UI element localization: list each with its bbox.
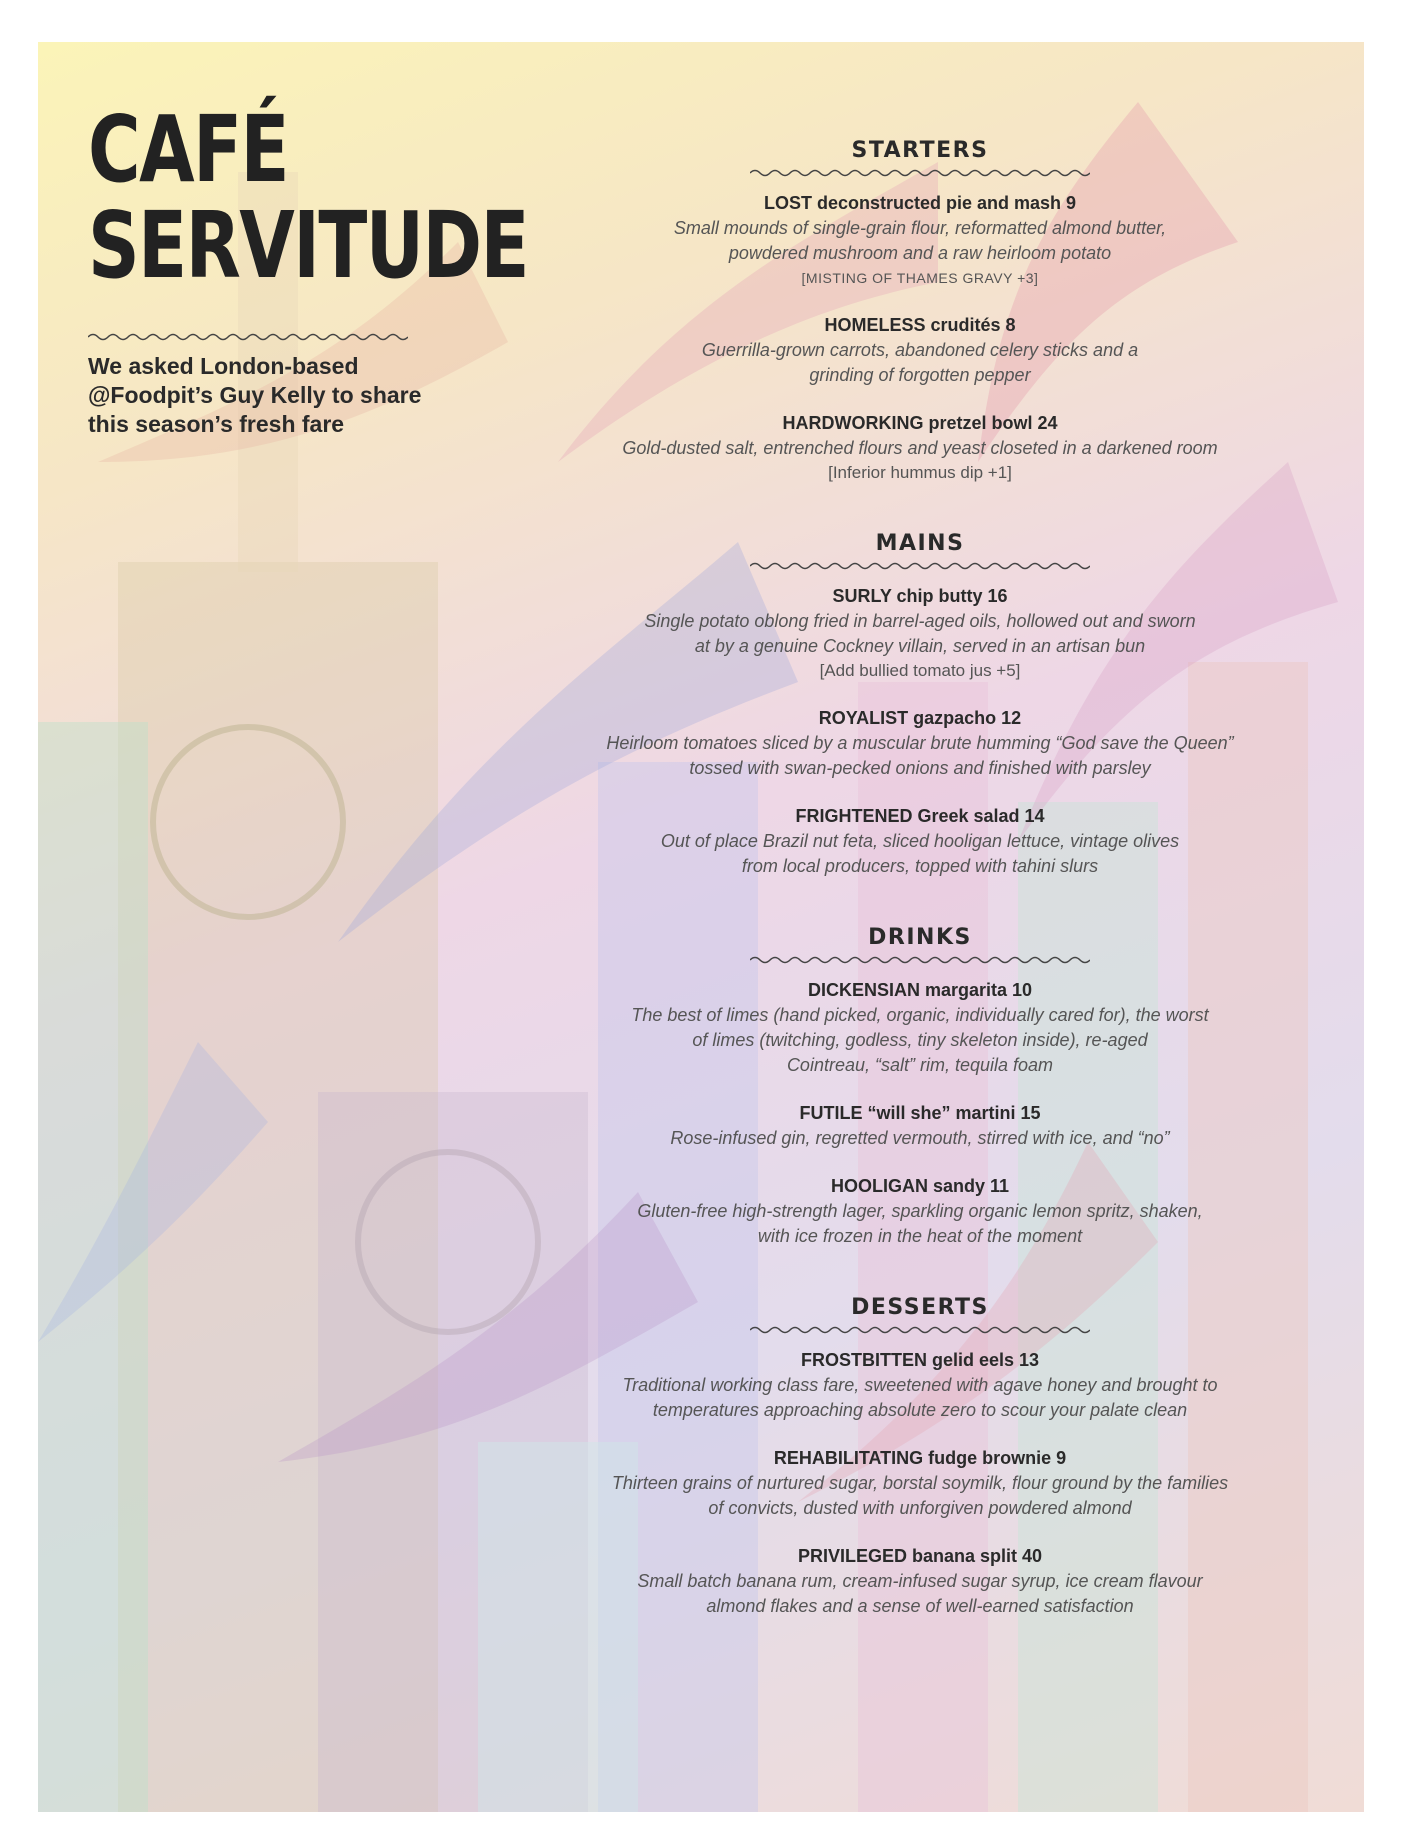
item-name: REHABILITATING fudge brownie 9 — [773, 1448, 1067, 1468]
brand-block — [88, 96, 528, 439]
menu-item — [460, 410, 1364, 485]
item-name: DICKENSIAN margarita 10 — [807, 980, 1033, 1000]
item-description: Gold-dusted salt, entrenched flours and yeast closeted in a darkened room — [622, 438, 1218, 458]
menu-section — [460, 1295, 1364, 1619]
menu-item — [460, 312, 1364, 388]
item-name: HOOLIGAN sandy 11 — [830, 1176, 1010, 1196]
item-addon-note: [Add bullied tomato jus +5] — [819, 661, 1021, 680]
menu-item — [460, 190, 1364, 290]
item-description: Guerrilla-grown carrots, abandoned celery sticks and a grinding of forgotten pepper — [701, 340, 1139, 385]
item-name: LOST deconstructed pie and mash 9 — [763, 193, 1077, 213]
menu-item — [460, 1543, 1364, 1619]
squiggle-divider — [750, 168, 1090, 178]
squiggle-divider — [750, 1325, 1090, 1335]
item-description: Small batch banana rum, cream-infused sugar syrup, ice cream flavour almond flakes and a sense of well-earned satisfaction — [637, 1571, 1203, 1616]
menu-section — [460, 531, 1364, 879]
menu-item — [460, 1445, 1364, 1521]
section-title: STARTERS — [851, 138, 989, 163]
item-description: Single potato oblong fried in barrel-aged oils, hollowed out and sworn at by a genuine Cockney villain, served in an artisan bun — [644, 611, 1196, 656]
menu-section — [460, 925, 1364, 1249]
intro-text: We asked London-based @Foodpit’s Guy Kelly to share this season’s fresh fare — [88, 353, 422, 437]
item-description: The best of limes (hand picked, organic, individually cared for), the worst of limes (twitching, godless, tiny skeleton inside), re-aged Cointreau, “salt” rim, tequila foam — [631, 1005, 1209, 1075]
section-title: MAINS — [875, 531, 965, 556]
cafe-logo-title: CAFÉ SERVITUDE — [88, 96, 528, 299]
squiggle-divider — [750, 561, 1090, 571]
item-description: Heirloom tomatoes sliced by a muscular brute humming “God save the Queen” tossed with swan-pecked onions and finished with parsley — [606, 733, 1234, 778]
item-name: ROYALIST gazpacho 12 — [818, 708, 1022, 728]
item-name: FRIGHTENED Greek salad 14 — [795, 806, 1045, 826]
item-name: FUTILE “will she” martini 15 — [799, 1103, 1041, 1123]
section-title: DRINKS — [868, 925, 972, 950]
item-name: HARDWORKING pretzel bowl 24 — [782, 413, 1058, 433]
item-description: Small mounds of single-grain flour, reformatted almond butter, powdered mushroom and a raw heirloom potato — [673, 218, 1167, 263]
squiggle-divider — [88, 332, 408, 342]
menu-item — [460, 1347, 1364, 1423]
item-name: FROSTBITTEN gelid eels 13 — [800, 1350, 1040, 1370]
menu-item — [460, 977, 1364, 1078]
section-title: DESSERTS — [851, 1295, 989, 1320]
item-description: Thirteen grains of nurtured sugar, borstal soymilk, flour ground by the families of convicts, dusted with unforgiven powdered almond — [611, 1473, 1229, 1518]
item-description: Out of place Brazil nut feta, sliced hooligan lettuce, vintage olives from local producers, topped with tahini slurs — [660, 831, 1180, 876]
item-addon-note: [MISTING OF THAMES GRAVY +3] — [801, 270, 1039, 286]
menu-item — [460, 1173, 1364, 1249]
menu-item — [460, 1100, 1364, 1151]
menu-list — [460, 138, 1364, 1641]
menu-item — [460, 803, 1364, 879]
item-name: PRIVILEGED banana split 40 — [797, 1546, 1043, 1566]
menu-section — [460, 138, 1364, 485]
menu-item — [460, 583, 1364, 683]
item-addon-note: [Inferior hummus dip +1] — [828, 463, 1012, 482]
squiggle-divider — [750, 955, 1090, 965]
item-description: Rose-infused gin, regretted vermouth, stirred with ice, and “no” — [670, 1128, 1170, 1148]
menu-item — [460, 705, 1364, 781]
item-name: HOMELESS crudités 8 — [824, 315, 1016, 335]
item-description: Traditional working class fare, sweetened with agave honey and brought to temperatures approaching absolute zero to scour your palate clean — [622, 1375, 1218, 1420]
item-description: Gluten-free high-strength lager, sparkling organic lemon spritz, shaken, with ice frozen in the heat of the moment — [637, 1201, 1203, 1246]
item-name: SURLY chip butty 16 — [832, 586, 1008, 606]
menu-page — [38, 42, 1364, 1812]
